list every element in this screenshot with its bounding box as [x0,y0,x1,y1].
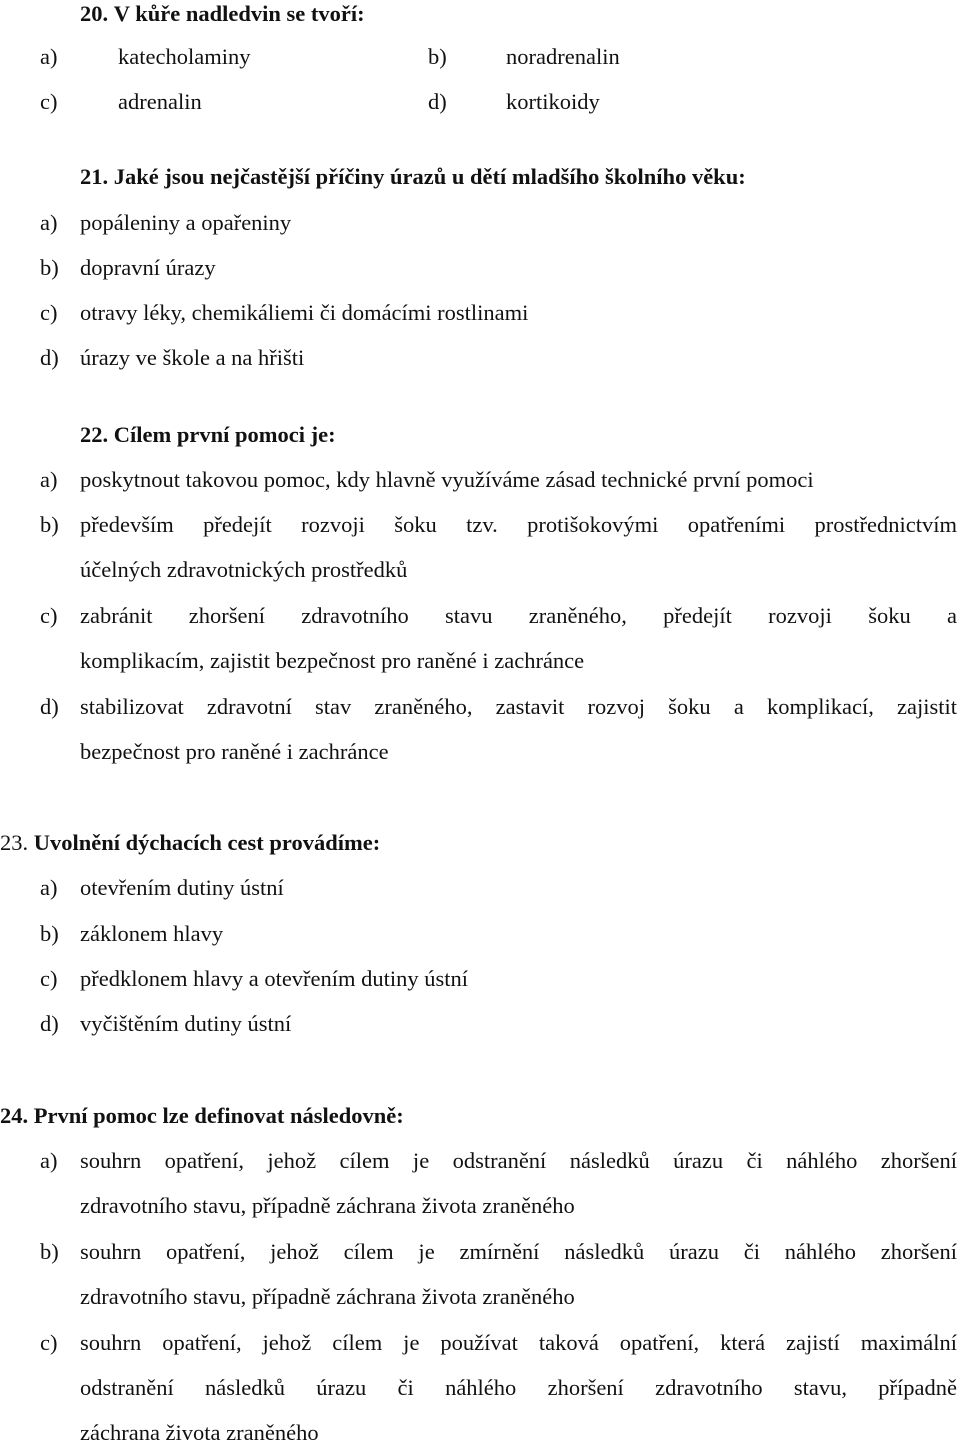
option-text: kortikoidy [506,89,600,114]
option-label: b) [40,921,59,946]
option-label: c) [40,603,58,628]
option-label: b) [40,255,59,280]
question-heading [0,832,380,855]
question-title: Uvolnění dýchacích cest provádíme: [33,830,381,855]
option-text: úrazy ve škole a na hřišti [80,345,305,370]
option-text: adrenalin [118,89,202,114]
option-text: souhrn opatření, jehož cílem je odstranění následků úrazu či náhlého zhoršení [80,1148,957,1173]
question-number: 21. [80,164,109,189]
option-label: a) [40,875,58,900]
option-text: zabránit zhoršení zdravotního stavu zraněného, předejít rozvoji šoku a [80,603,957,628]
option-label: d) [40,345,59,370]
question-heading [80,424,336,447]
question-heading [0,1105,404,1128]
question-number: 23. [0,830,29,855]
option-label: a) [40,44,58,69]
option-label: a) [40,1148,58,1173]
option-text: otravy léky, chemikáliemi či domácími rostlinami [80,300,529,325]
option-text: stabilizovat zdravotní stav zraněného, zastavit rozvoj šoku a komplikací, zajistit [80,694,957,719]
option-label: b) [40,1239,59,1264]
option-text: souhrn opatření, jehož cílem je zmírnění následků úrazu či náhlého zhoršení [80,1239,957,1264]
question-title: Jaké jsou nejčastější příčiny úrazů u dětí mladšího školního věku: [113,164,746,189]
option-text: vyčištěním dutiny ústní [80,1011,292,1036]
question-heading [80,166,746,189]
option-label: d) [428,89,447,114]
option-label: a) [40,467,58,492]
option-text: katecholaminy [118,44,251,69]
question-title: První pomoc lze definovat následovně: [33,1103,404,1128]
option-label: c) [40,966,58,991]
question-title: V kůře nadledvin se tvoří: [113,1,365,26]
option-text: otevřením dutiny ústní [80,875,284,900]
option-label: c) [40,300,58,325]
option-text: noradrenalin [506,44,620,69]
option-text: komplikacím, zajistit bezpečnost pro raněné i zachránce [80,648,585,673]
question-title: Cílem první pomoci je: [113,422,336,447]
option-label: a) [40,210,58,235]
option-label: c) [40,89,58,114]
option-text: zdravotního stavu, případně záchrana života zraněného [80,1284,575,1309]
option-text: odstranění následků úrazu či náhlého zhoršení zdravotního stavu, případně [80,1375,957,1400]
option-label: d) [40,1011,59,1036]
option-text: účelných zdravotnických prostředků [80,557,408,582]
question-number: 20. [80,1,109,26]
option-text: bezpečnost pro raněné i zachránce [80,739,389,764]
option-text: předklonem hlavy a otevřením dutiny ústní [80,966,469,991]
question-number: 22. [80,422,109,447]
option-text: poskytnout takovou pomoc, kdy hlavně využíváme zásad technické první pomoci [80,467,814,492]
option-text: zdravotního stavu, případně záchrana života zraněného [80,1193,575,1218]
option-label: b) [40,512,59,537]
question-number: 24. [0,1103,29,1128]
option-label: b) [428,44,447,69]
question-heading [80,3,365,26]
option-text: především předejít rozvoji šoku tzv. protišokovými opatřeními prostřednictvím [80,512,957,537]
option-label: d) [40,694,59,719]
option-text: popáleniny a opařeniny [80,210,292,235]
option-text: záklonem hlavy [80,921,224,946]
option-label: c) [40,1330,58,1355]
option-text: souhrn opatření, jehož cílem je používat taková opatření, která zajistí maximální [80,1330,957,1355]
option-text: dopravní úrazy [80,255,216,280]
option-text: záchrana života zraněného [80,1420,319,1445]
